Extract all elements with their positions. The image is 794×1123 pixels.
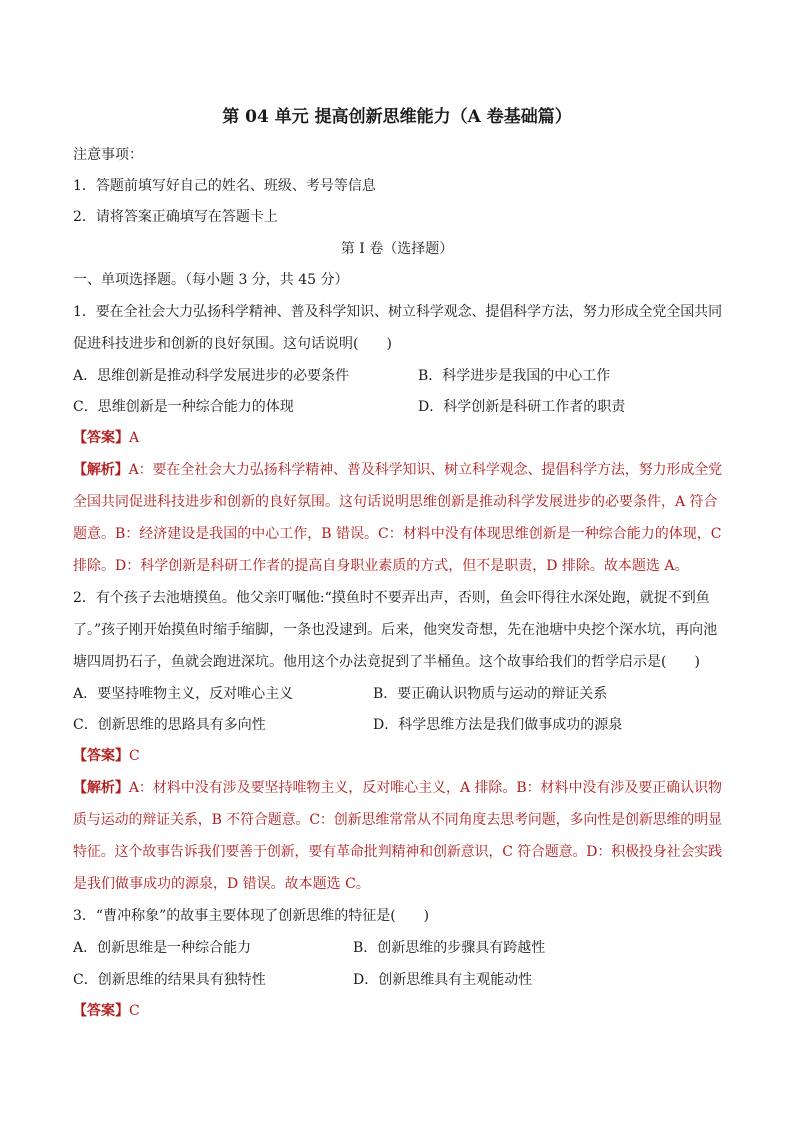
answer-line <box>73 428 139 448</box>
option-c: C．创新思维的思路具有多向性 <box>73 717 266 733</box>
analysis-line: 是我们做事成功的源泉，D 错误。故本题选 C。 <box>73 876 370 892</box>
option-b: B．科学进步是我国的中心工作 <box>418 368 611 384</box>
question-stem-line: 1．要在全社会大力弘扬科学精神、普及科学知识、树立科学观念、提倡科学方法，努力形成全党全国共同 <box>73 304 723 320</box>
answer-value: A <box>129 430 140 446</box>
analysis-line: 题意。B：经济建设是我国的中心工作，B 错误。C：材料中没有体现思维创新是一种综合能力的体现，C <box>73 526 722 542</box>
analysis-line <box>73 778 722 798</box>
answer-line <box>73 1001 140 1021</box>
section-heading: 一、单项选择题。（每小题 3 分，共 45 分） <box>73 272 349 288</box>
analysis-line: 全国共同促进科技进步和创新的良好氛围。这句话说明思维创新是推动科学发展进步的必要条件，A 符合 <box>73 494 718 510</box>
option-d: D．科学创新是科研工作者的职责 <box>418 399 626 415</box>
option-b: B．要正确认识物质与运动的辩证关系 <box>373 686 608 702</box>
analysis-line: 质与运动的辩证关系，B 不符合题意。C：创新思维常常从不同角度去思考问题，多向性是创新思维的明显 <box>73 812 723 828</box>
analysis-line: 排除。D：科学创新是科研工作者的提高自身职业素质的方式，但不是职责，D 排除。故本题选 A。 <box>73 558 689 574</box>
question-stem-line: 3．“曹冲称象”的故事主要体现了创新思维的特征是( ) <box>73 908 430 924</box>
option-a: A．思维创新是推动科学发展进步的必要条件 <box>73 368 350 384</box>
analysis-tag: 【解析】 <box>73 780 129 796</box>
volume-heading: 第 I 卷（选择题） <box>340 241 454 257</box>
question-stem-line: 促进科技进步和创新的良好氛围。这句话说明( ) <box>73 336 392 352</box>
analysis-line <box>73 460 722 480</box>
answer-tag: 【答案】 <box>73 748 129 764</box>
question-stem-line: 塘四周扔石子，鱼就会跑进深坑。他用这个办法竟捉到了半桶鱼。这个故事给我们的哲学启示是( ) <box>73 654 700 670</box>
answer-tag: 【答案】 <box>73 430 129 446</box>
question-stem-line: 了。”孩子刚开始摸鱼时缩手缩脚，一条也没逮到。后来，他突发奇想，先在池塘中央挖个深水坑，再向池 <box>73 622 718 638</box>
answer-line <box>73 746 140 766</box>
answer-value: C <box>129 1003 140 1019</box>
option-a: A．创新思维是一种综合能力 <box>73 940 252 956</box>
analysis-tag: 【解析】 <box>73 462 129 478</box>
analysis-text: A：材料中没有涉及要坚持唯物主义，反对唯心主义，A 排除。B：材料中没有涉及要正确认识物 <box>128 780 722 796</box>
answer-value: C <box>129 748 140 764</box>
notes-heading: 注意事项： <box>73 147 143 163</box>
page-title: 第 04 单元 提高创新思维能力（A 卷基础篇） <box>222 107 572 127</box>
analysis-text: A：要在全社会大力弘扬科学精神、普及科学知识、树立科学观念、提倡科学方法，努力形成全党 <box>128 462 722 478</box>
option-c: C．创新思维的结果具有独特性 <box>73 972 266 988</box>
option-a: A．要坚持唯物主义，反对唯心主义 <box>73 686 294 702</box>
option-b: B．创新思维的步骤具有跨越性 <box>353 940 546 956</box>
analysis-line: 特征。这个故事告诉我们要善于创新，要有革命批判精神和创新意识，C 符合题意。D：积极投身社会实践 <box>73 844 722 860</box>
notes-item: 1．答题前填写好自己的姓名、班级、考号等信息 <box>73 178 376 194</box>
question-stem-line: 2．有个孩子去池塘摸鱼。他父亲叮嘱他:“摸鱼时不要弄出声，否则，鱼会吓得往水深处跑，就捉不到鱼 <box>73 590 710 606</box>
option-d: D．创新思维具有主观能动性 <box>353 972 533 988</box>
answer-tag: 【答案】 <box>73 1003 129 1019</box>
option-d: D．科学思维方法是我们做事成功的源泉 <box>373 717 623 733</box>
notes-item: 2．请将答案正确填写在答题卡上 <box>73 209 278 225</box>
option-c: C．思维创新是一种综合能力的体现 <box>73 399 294 415</box>
